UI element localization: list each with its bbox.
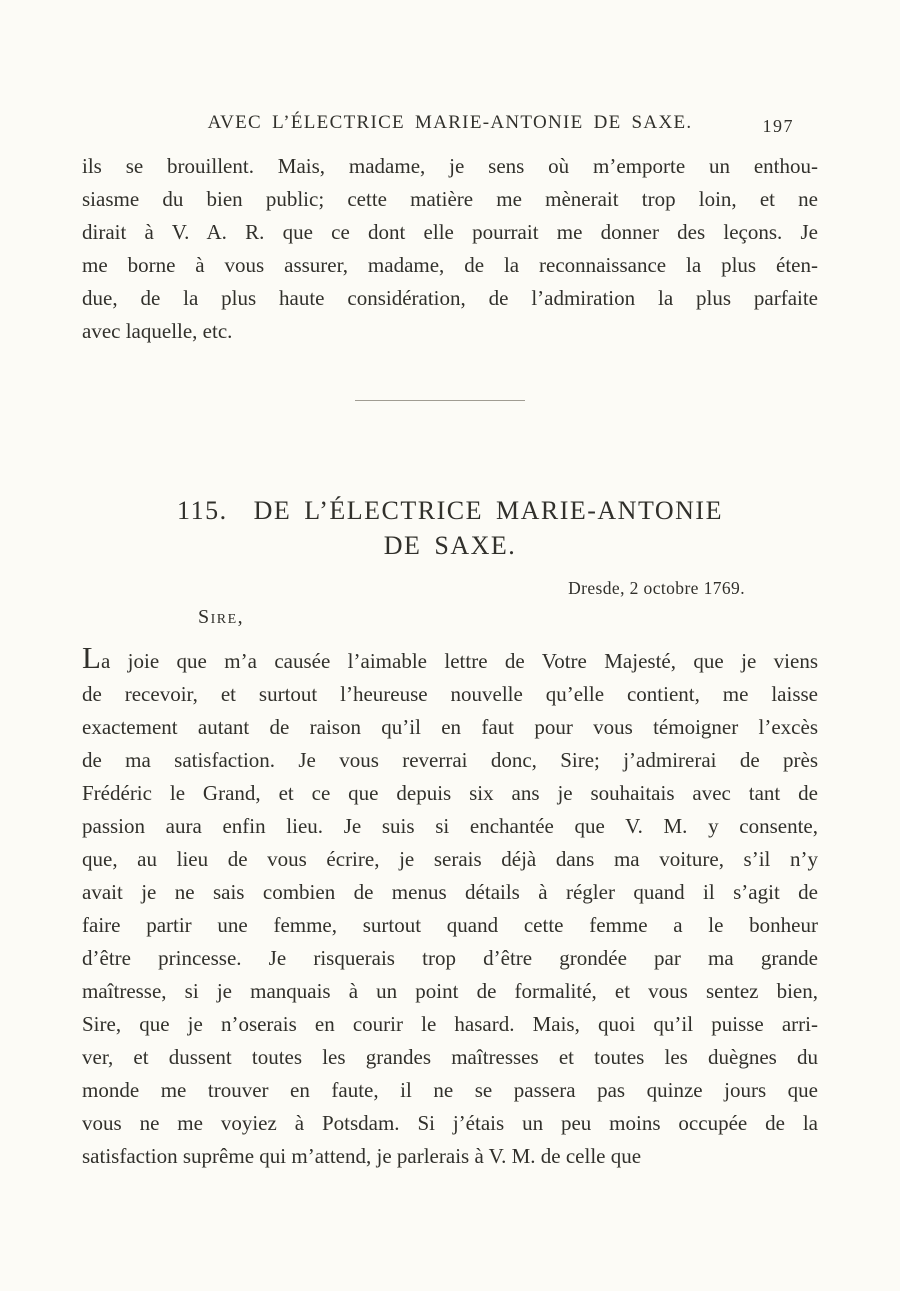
text-line: vous ne me voyiez à Potsdam. Si j’étais un peu moins occupée de la bbox=[82, 1111, 818, 1135]
text-line: avec laquelle, etc. bbox=[82, 319, 233, 343]
letter-body bbox=[82, 642, 818, 1173]
running-header bbox=[82, 0, 818, 134]
salutation: Sire, bbox=[198, 606, 245, 628]
text-line: Frédéric le Grand, et ce que depuis six ans je souhaitais avec tant de bbox=[82, 781, 818, 805]
text-line: de recevoir, et surtout l’heureuse nouvelle qu’elle contient, me laisse bbox=[82, 682, 818, 706]
text-line: due, de la plus haute considération, de l’admiration la plus parfaite bbox=[82, 286, 818, 310]
text-line: monde me trouver en faute, il ne se passera pas quinze jours que bbox=[82, 1078, 818, 1102]
letter-heading bbox=[0, 493, 900, 563]
text-line: ils se brouillent. Mais, madame, je sens où m’emporte un enthou- bbox=[82, 154, 818, 178]
page-number: 197 bbox=[762, 116, 794, 136]
text-line: avait je ne sais combien de menus détails à régler quand il s’agit de bbox=[82, 880, 818, 904]
previous-letter-paragraph bbox=[82, 150, 818, 348]
text-line: que, au lieu de vous écrire, je serais déjà dans ma voiture, s’il n’y bbox=[82, 847, 818, 871]
text-line: maîtresse, si je manquais à un point de formalité, et vous sentez bien, bbox=[82, 979, 818, 1003]
text-line: faire partir une femme, surtout quand cette femme a le bonheur bbox=[82, 913, 818, 937]
text-line: La joie que m’a causée l’aimable lettre de Votre Majesté, que je viens bbox=[82, 640, 818, 675]
text-line: d’être princesse. Je risquerais trop d’être grondée par ma grande bbox=[82, 946, 818, 970]
letter-heading-line-2: DE SAXE. bbox=[383, 531, 517, 560]
running-header-title: AVEC L’ÉLECTRICE MARIE-ANTONIE DE SAXE. bbox=[207, 112, 693, 133]
text-line: Sire, que je n’oserais en courir le hasard. Mais, quoi qu’il puisse arri- bbox=[82, 1012, 818, 1036]
section-divider bbox=[355, 400, 525, 401]
text-line: exactement autant de raison qu’il en faut pour vous témoigner l’excès bbox=[82, 715, 818, 739]
text-line: passion aura enfin lieu. Je suis si enchantée que V. M. y consente, bbox=[82, 814, 818, 838]
text-line: satisfaction suprême qui m’attend, je parlerais à V. M. de celle que bbox=[82, 1144, 642, 1168]
letter-heading-line-1: 115. DE L’ÉLECTRICE MARIE-ANTONIE bbox=[177, 496, 723, 525]
text-line: siasme du bien public; cette matière me mènerait trop loin, et ne bbox=[82, 187, 818, 211]
text-line: de ma satisfaction. Je vous reverrai donc, Sire; j’admirerai de près bbox=[82, 748, 818, 772]
text-line: me borne à vous assurer, madame, de la reconnaissance la plus éten- bbox=[82, 253, 818, 277]
text-line: dirait à V. A. R. que ce dont elle pourrait me donner des leçons. Je bbox=[82, 220, 818, 244]
dateline: Dresde, 2 octobre 1769. bbox=[568, 578, 745, 598]
text-line: ver, et dussent toutes les grandes maîtresses et toutes les duègnes du bbox=[82, 1045, 818, 1069]
